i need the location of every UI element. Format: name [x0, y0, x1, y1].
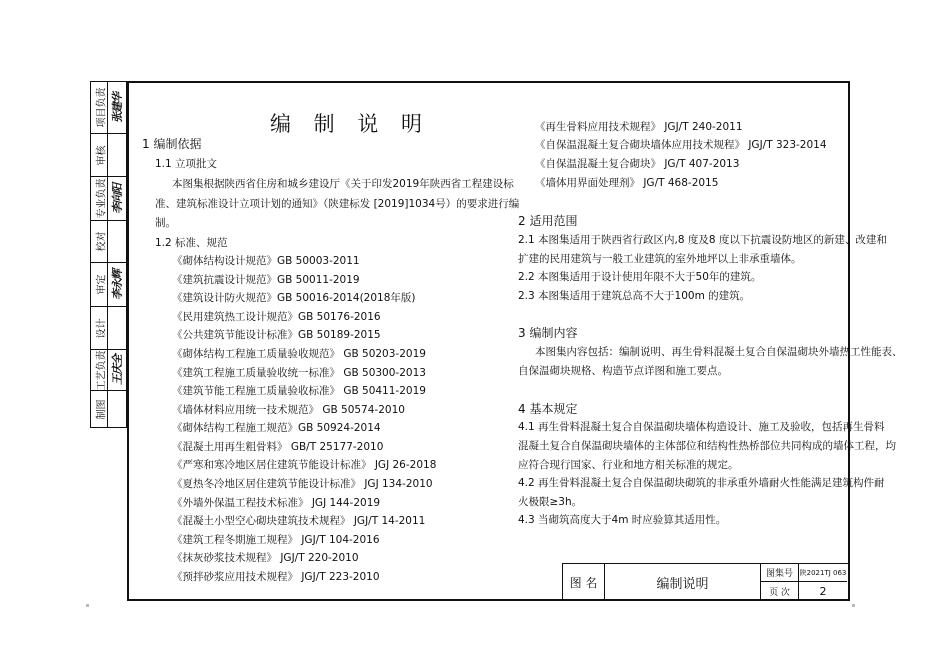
paragraph-line: 4.1 再生骨料混凝土复合自保温砌块墙体构造设计、施工及验收，包括再生骨料: [518, 421, 885, 433]
drawing-name: 编制说明: [605, 564, 761, 600]
paragraph-line: 自保温砌块规格、构造节点详图和施工要点。: [518, 365, 728, 377]
paragraph-line: 制。: [155, 217, 176, 229]
atlas-number: 陕2021TJ 063: [799, 564, 847, 582]
paragraph-line: 准、建筑标准设计立项计划的通知》（陕建标发 [2019]1034号）的要求进行编: [155, 198, 520, 210]
standard-item: 《自保温混凝土复合砌块墙体应用技术规程》 JGJ/T 323-2014: [535, 139, 827, 151]
sidebar-row: [91, 177, 126, 221]
standard-item: 《民用建筑热工设计规范》GB 50176-2016: [172, 311, 381, 323]
sidebar-label: 制图: [96, 399, 108, 419]
paragraph-line: 混凝土复合自保温砌块墙体的主体部位和结构性热桥部位共同构成的墙体工程，均: [518, 440, 896, 452]
sidebar-row: [91, 307, 126, 350]
paragraph-line: 2.2 本图集适用于设计使用年限不大于50年的建筑。: [518, 271, 762, 283]
approval-sidebar: [90, 81, 127, 428]
standard-item: 《建筑设计防火规范》GB 50016-2014(2018年版): [172, 292, 416, 304]
standard-item: 《自保温混凝土复合砌块》 JG/T 407-2013: [535, 158, 740, 170]
paragraph-line: 4.3 当砌筑高度大于4m 时应验算其适用性。: [518, 514, 727, 526]
title-block: [562, 563, 848, 600]
sidebar-label: 审核: [96, 145, 108, 165]
standard-item: 《墙体用界面处理剂》 JG/T 468-2015: [535, 177, 719, 189]
paragraph-line: 火极限≥3h。: [518, 496, 583, 508]
page-title: 编 制 说 明: [270, 112, 431, 136]
sidebar-row: [91, 391, 126, 427]
standard-item: 《砌体结构设计规范》GB 50003-2011: [172, 255, 360, 267]
sidebar-row: [91, 82, 126, 134]
subsection-heading: 1.2 标准、规范: [155, 237, 228, 249]
paragraph-line: 2.1 本图集适用于陕西省行政区内,8 度及8 度以下抗震设防地区的新建、改建和: [518, 234, 887, 246]
standard-item: 《砌体结构工程施工规范》GB 50924-2014: [172, 422, 381, 434]
signature: 张建华: [110, 92, 124, 123]
page-number: 2: [819, 584, 827, 598]
section-heading: 3 编制内容: [518, 326, 578, 340]
standard-item: 《墙体材料应用统一技术规范》 GB 50574-2010: [172, 404, 405, 416]
signature: 王庆全: [110, 355, 124, 385]
sidebar-row: [91, 350, 126, 391]
subsection-heading: 1.1 立项批文: [155, 158, 218, 170]
standard-item: 《抹灰砂浆技术规程》 JGJ/T 220-2010: [172, 552, 359, 564]
paragraph-line: 本图集内容包括：编制说明、再生骨料混凝土复合自保温砌块外墙热工性能表、: [535, 346, 903, 358]
sidebar-label: 工艺负责: [96, 350, 108, 390]
paragraph-line: 扩建的民用建筑与一般工业建筑的室外地坪以上非承重墙体。: [518, 253, 802, 265]
standard-item: 《混凝土小型空心砌块建筑技术规程》 JGJ/T 14-2011: [172, 515, 426, 527]
sidebar-row: [91, 221, 126, 263]
page-number-label: 页 次: [761, 582, 799, 600]
drawing-name-label: 图 名: [563, 564, 605, 600]
standard-item: 《建筑工程施工质量验收统一标准》 GB 50300-2013: [172, 367, 426, 379]
standard-item: 《预拌砂浆应用技术规程》 JGJ/T 223-2010: [172, 571, 380, 583]
crop-mark: [86, 604, 89, 607]
standard-item: 《建筑工程冬期施工规程》 JGJ/T 104-2016: [172, 534, 380, 546]
crop-mark: [852, 604, 855, 607]
atlas-number-label: 图集号: [761, 564, 799, 582]
standard-item: 《建筑抗震设计规范》GB 50011-2019: [172, 274, 360, 286]
standard-item: 《严寒和寒冷地区居住建筑节能设计标准》 JGJ 26-2018: [172, 459, 437, 471]
sidebar-label: 校对: [96, 231, 108, 252]
paragraph-line: 应符合现行国家、行业和地方相关标准的规定。: [518, 459, 739, 471]
standard-item: 《混凝土用再生粗骨料》 GB/T 25177-2010: [172, 441, 384, 453]
paragraph-line: 4.2 再生骨料混凝土复合自保温砌块砌筑的非承重外墙耐火性能满足建筑构件耐: [518, 477, 885, 489]
standard-item: 《再生骨料应用技术规程》 JGJ/T 240-2011: [535, 121, 743, 133]
section-heading: 2 适用范围: [518, 214, 578, 228]
paragraph-line: 2.3 本图集适用于建筑总高不大于100m 的建筑。: [518, 290, 751, 302]
sidebar-label: 项目负责: [96, 87, 108, 128]
sidebar-row: [91, 134, 126, 177]
standard-item: 《砌体结构工程施工质量验收规范》 GB 50203-2019: [172, 348, 426, 360]
standard-item: 《外墙外保温工程技术标准》 JGJ 144-2019: [172, 497, 381, 509]
sidebar-label: 专业负责: [96, 178, 108, 219]
sidebar-label: 审定: [96, 274, 108, 295]
sidebar-label: 设计: [96, 318, 108, 338]
standard-item: 《公共建筑节能设计标准》GB 50189-2015: [172, 329, 381, 341]
section-heading: 4 基本规定: [518, 402, 578, 416]
standard-item: 《建筑节能工程施工质量验收标准》 GB 50411-2019: [172, 385, 426, 397]
signature: 李永辉: [110, 269, 124, 300]
sidebar-row: [91, 263, 126, 307]
section-heading: 1 编制依据: [142, 137, 202, 151]
paragraph-line: 本图集根据陕西省住房和城乡建设厅《关于印发2019年陕西省工程建设标: [172, 178, 514, 190]
signature: 李向阳: [110, 183, 124, 214]
standard-item: 《夏热冬冷地区居住建筑节能设计标准》 JGJ 134-2010: [172, 478, 433, 490]
